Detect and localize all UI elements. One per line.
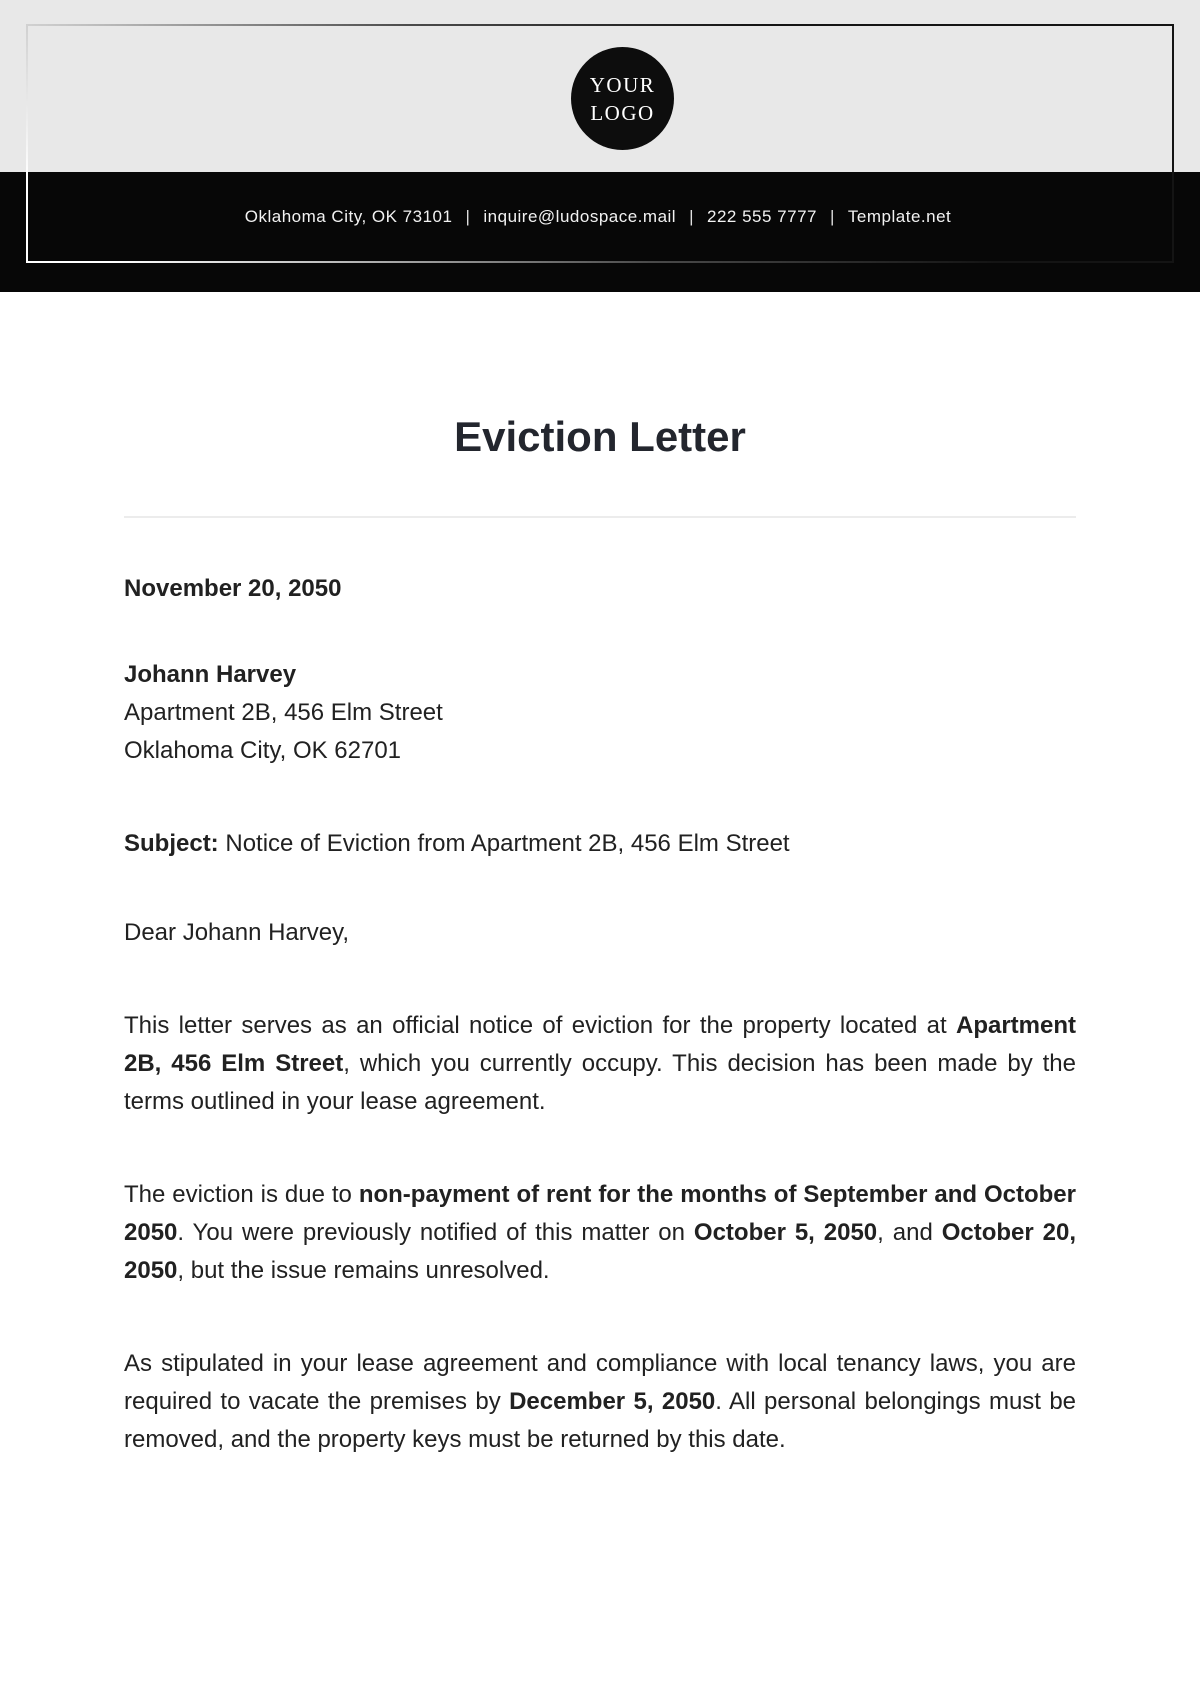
subject-text: Notice of Eviction from Apartment 2B, 456 Elm Street (218, 830, 790, 857)
recipient-address-line1: Apartment 2B, 456 Elm Street (124, 699, 443, 726)
paragraph-3 (124, 1345, 1076, 1459)
paragraph-2 (124, 1176, 1076, 1290)
contact-email: inquire@ludospace.mail (483, 207, 677, 226)
subject-label: Subject: (124, 830, 219, 857)
regular-text: As stipulated in your lease agreement and compliance with local tenancy laws, you are required to vacate the premises by (124, 1350, 1076, 1415)
contact-phone: 222 555 7777 (707, 207, 817, 226)
regular-text: The eviction is due to (124, 1181, 359, 1208)
bold-text: December 5, 2050 (509, 1388, 716, 1415)
recipient-address-line2: Oklahoma City, OK 62701 (124, 737, 402, 764)
logo-text-line2: LOGO (590, 100, 655, 125)
subject-line (124, 825, 1076, 863)
bold-text: non-payment of rent for the months of September and October 2050 (124, 1181, 1076, 1246)
salutation: Dear Johann Harvey, (124, 919, 349, 946)
contact-separator: | (830, 207, 835, 226)
regular-text: . You were previously notified of this matter on (177, 1219, 694, 1246)
regular-text: , and (877, 1219, 942, 1246)
bold-text: October 20, 2050 (124, 1219, 1077, 1284)
recipient-name: Johann Harvey (124, 661, 297, 688)
regular-text: This letter serves as an official notice of eviction for the property located at (124, 1012, 956, 1039)
regular-text: , which you currently occupy. This decision has been made by the terms outlined in your lease agreement. (124, 1050, 1077, 1115)
contact-separator: | (689, 207, 694, 226)
logo-text-line1: YOUR (589, 72, 656, 97)
company-logo (571, 47, 674, 150)
recipient-block (124, 656, 1076, 770)
letterhead (0, 0, 1200, 292)
paragraph-1 (124, 1007, 1076, 1121)
letter-body (0, 412, 1200, 1459)
regular-text: , but the issue remains unresolved. (177, 1257, 550, 1284)
contact-separator: | (465, 207, 471, 226)
title-divider (124, 516, 1076, 518)
contact-website: Template.net (847, 207, 952, 226)
contact-address: Oklahoma City, OK 73101 (244, 207, 453, 226)
bold-text: October 5, 2050 (693, 1219, 878, 1246)
regular-text: . All personal belongings must be removed, and the property keys must be returned by this date. (124, 1388, 1077, 1453)
letter-date: November 20, 2050 (124, 575, 342, 602)
contact-bar (26, 172, 1170, 262)
page-title: Eviction Letter (454, 413, 746, 460)
bold-text: Apartment 2B, 456 Elm Street (124, 1012, 1076, 1077)
